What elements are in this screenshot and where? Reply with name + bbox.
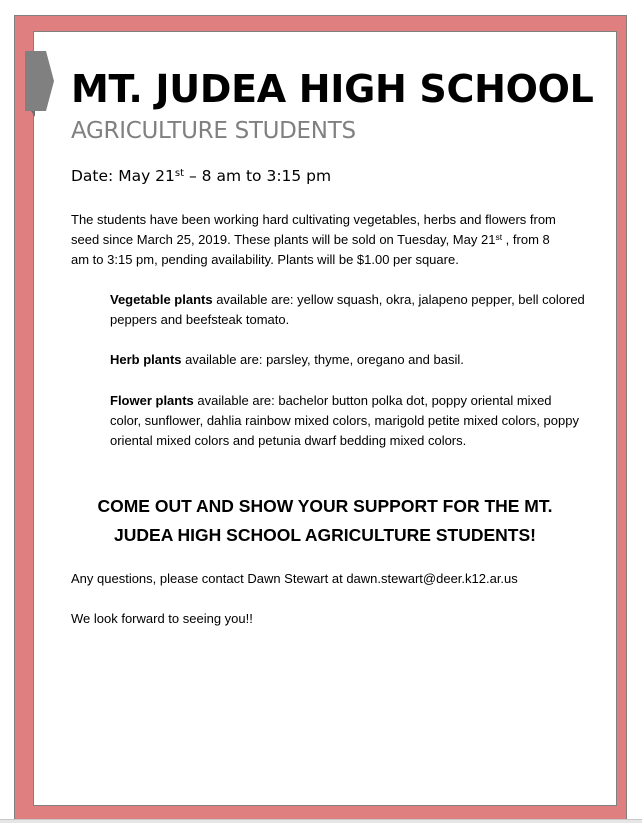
flower-plants-paragraph: [110, 391, 585, 451]
closing-line: We look forward to seeing you!!: [71, 611, 253, 626]
date-ordinal: st: [174, 168, 185, 179]
herb-plants-text: available are: parsley, thyme, oregano and basil.: [181, 352, 464, 367]
support-callout: COME OUT AND SHOW YOUR SUPPORT FOR THE MT. JUDEA HIGH SCHOOL AGRICULTURE STUDENTS!: [97, 496, 553, 545]
decorative-tab-icon: [25, 51, 55, 117]
date-prefix: Date: May 21: [71, 167, 175, 185]
intro-paragraph: [71, 210, 571, 270]
herb-plants-label: Herb plants: [110, 352, 182, 367]
contact-line: Any questions, please contact Dawn Stewart at dawn.stewart@deer.k12.ar.us: [71, 571, 518, 586]
page-title: MT. JUDEA HIGH SCHOOL: [71, 67, 594, 111]
flower-plants-text: available are: bachelor button polka dot, poppy oriental mixed color, sunflower, dahlia rainbow mixed colors, marigold petite mixed colors, poppy oriental mixed colors and petunia dwarf bedding mixed colors.: [110, 393, 579, 448]
date-time-range: – 8 am to 3:15 pm: [184, 167, 332, 185]
flower-plants-label: Flower plants: [110, 393, 194, 408]
window-bottom-edge: [0, 819, 642, 823]
intro-ordinal: st: [495, 232, 503, 242]
herb-plants-paragraph: [110, 350, 585, 370]
event-date: [71, 164, 331, 188]
vegetable-plants-label: Vegetable plants: [110, 292, 213, 307]
vegetable-plants-text: available are: yellow squash, okra, jalapeno pepper, bell colored peppers and beefsteak tomato.: [110, 292, 585, 327]
page-subtitle: AGRICULTURE STUDENTS: [71, 118, 356, 144]
vegetable-plants-paragraph: [110, 290, 585, 330]
intro-text-2: , from 8 am to 3:15 pm, pending availability. Plants will be $1.00 per square.: [71, 232, 550, 267]
intro-text-1: The students have been working hard cultivating vegetables, herbs and flowers from seed since March 25, 2019. These plants will be sold on Tuesday, May 21: [71, 212, 556, 247]
